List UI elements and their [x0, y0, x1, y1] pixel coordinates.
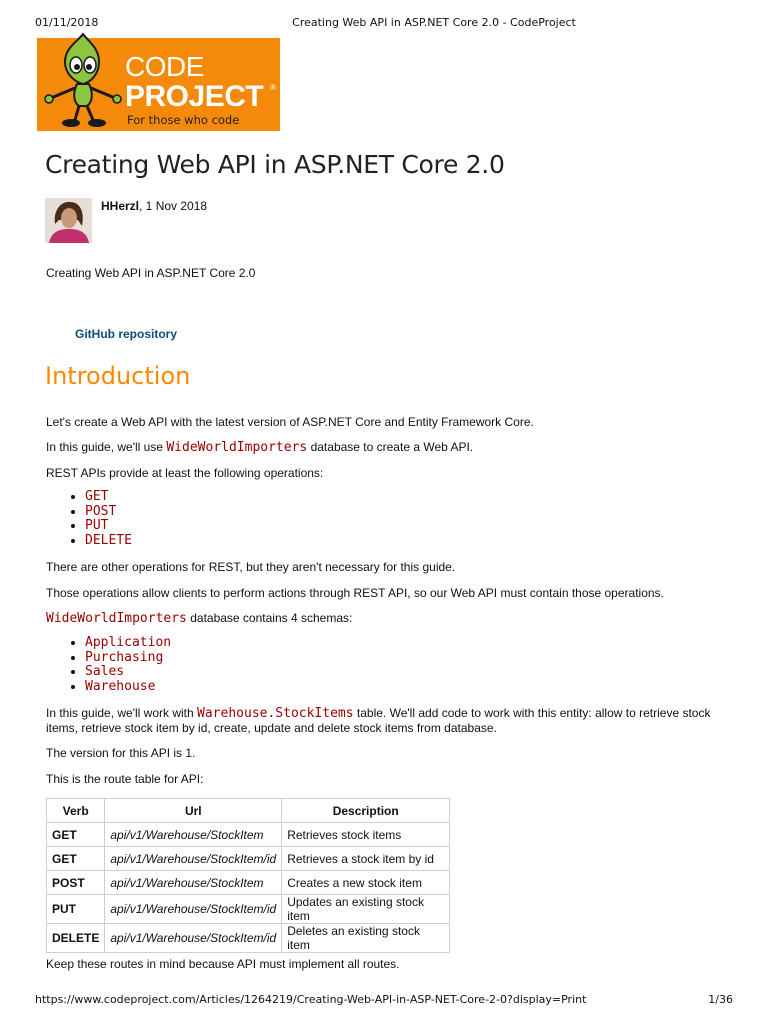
bob-mascot-icon [37, 32, 127, 132]
intro-paragraph: Those operations allow clients to perform actions through REST API, so our Web API must contain those operations. [46, 586, 664, 600]
article-title: Creating Web API in ASP.NET Core 2.0 [45, 150, 505, 179]
description-cell: Updates an existing stock item [282, 895, 450, 924]
introduction-heading: Introduction [45, 362, 191, 390]
description-cell: Retrieves stock items [282, 823, 450, 847]
intro-paragraph: REST APIs provide at least the following operations: [46, 466, 324, 480]
text: In this guide, we'll use [46, 440, 167, 454]
verb-cell: PUT [47, 895, 105, 924]
table-header-row [47, 799, 450, 823]
url-cell: api/v1/Warehouse/StockItem [105, 871, 282, 895]
intro-paragraph: Let's create a Web API with the latest version of ASP.NET Core and Entity Framework Core. [46, 415, 534, 429]
verb-cell: GET [47, 847, 105, 871]
intro-paragraph [46, 440, 473, 455]
text: database contains 4 schemas: [186, 611, 353, 625]
verb-cell: GET [47, 823, 105, 847]
list-item: • Application [85, 636, 171, 651]
verb-cell: DELETE [47, 924, 105, 953]
print-page-title: Creating Web API in ASP.NET Core 2.0 - CodeProject [292, 16, 576, 29]
author-name[interactable]: HHerzl [101, 199, 140, 213]
github-repository-link[interactable]: GitHub repository [75, 327, 178, 341]
url-cell: api/v1/Warehouse/StockItem/id [105, 847, 282, 871]
route-table [46, 798, 450, 953]
print-date: 01/11/2018 [35, 16, 99, 29]
page-number: 1/36 [708, 993, 733, 1006]
list-item: • Warehouse [85, 680, 171, 695]
list-item: • DELETE [85, 534, 132, 549]
print-header [0, 16, 768, 32]
logo-code-text: CODE [125, 51, 204, 82]
table-row [47, 847, 450, 871]
description-cell: Deletes an existing stock item [282, 924, 450, 953]
column-header: Url [105, 799, 282, 823]
table-row [47, 924, 450, 953]
page-url[interactable]: https://www.codeproject.com/Articles/1264219/Creating-Web-API-in-ASP-NET-Core-2-0?display=Print [35, 993, 587, 1006]
article-summary: Creating Web API in ASP.NET Core 2.0 [46, 266, 256, 280]
intro-paragraph: items, retrieve stock item by id, create, update and delete stock items from database. [46, 721, 497, 735]
intro-paragraph: There are other operations for REST, but they aren't necessary for this guide. [46, 560, 456, 574]
operations-list [62, 490, 132, 549]
list-item: • POST [85, 505, 132, 520]
logo-project-text: PROJECT [125, 80, 264, 113]
list-item: • Purchasing [85, 651, 171, 666]
table-row [47, 871, 450, 895]
inline-code: Warehouse.StockItems [197, 706, 354, 721]
author-line [101, 199, 207, 213]
intro-paragraph: The version for this API is 1. [46, 746, 196, 760]
list-item: • Sales [85, 665, 171, 680]
author-avatar[interactable] [45, 198, 92, 243]
url-cell: api/v1/Warehouse/StockItem [105, 823, 282, 847]
url-cell: api/v1/Warehouse/StockItem/id [105, 895, 282, 924]
registered-mark: ® [270, 83, 276, 92]
author-photo-icon [45, 198, 92, 243]
list-item: • PUT [85, 519, 132, 534]
schemas-list [62, 636, 171, 695]
intro-paragraph [46, 706, 710, 721]
column-header: Verb [47, 799, 105, 823]
text: database to create a Web API. [307, 440, 474, 454]
text: table. We'll add code to work with this entity: allow to retrieve stock [353, 706, 711, 720]
list-item: • GET [85, 490, 132, 505]
article-date: , 1 Nov 2018 [139, 199, 208, 213]
codeproject-logo[interactable] [37, 38, 280, 131]
intro-paragraph: This is the route table for API: [46, 772, 204, 786]
table-row [47, 823, 450, 847]
text: In this guide, we'll work with [46, 706, 198, 720]
table-row [47, 895, 450, 924]
intro-paragraph: Keep these routes in mind because API must implement all routes. [46, 957, 400, 971]
column-header: Description [282, 799, 450, 823]
description-cell: Creates a new stock item [282, 871, 450, 895]
inline-code: WideWorldImporters [166, 440, 308, 455]
print-footer [0, 993, 768, 1009]
intro-paragraph [46, 611, 352, 626]
verb-cell: POST [47, 871, 105, 895]
description-cell: Retrieves a stock item by id [282, 847, 450, 871]
url-cell: api/v1/Warehouse/StockItem/id [105, 924, 282, 953]
inline-code: WideWorldImporters [46, 611, 187, 626]
logo-tagline: For those who code [127, 113, 240, 127]
